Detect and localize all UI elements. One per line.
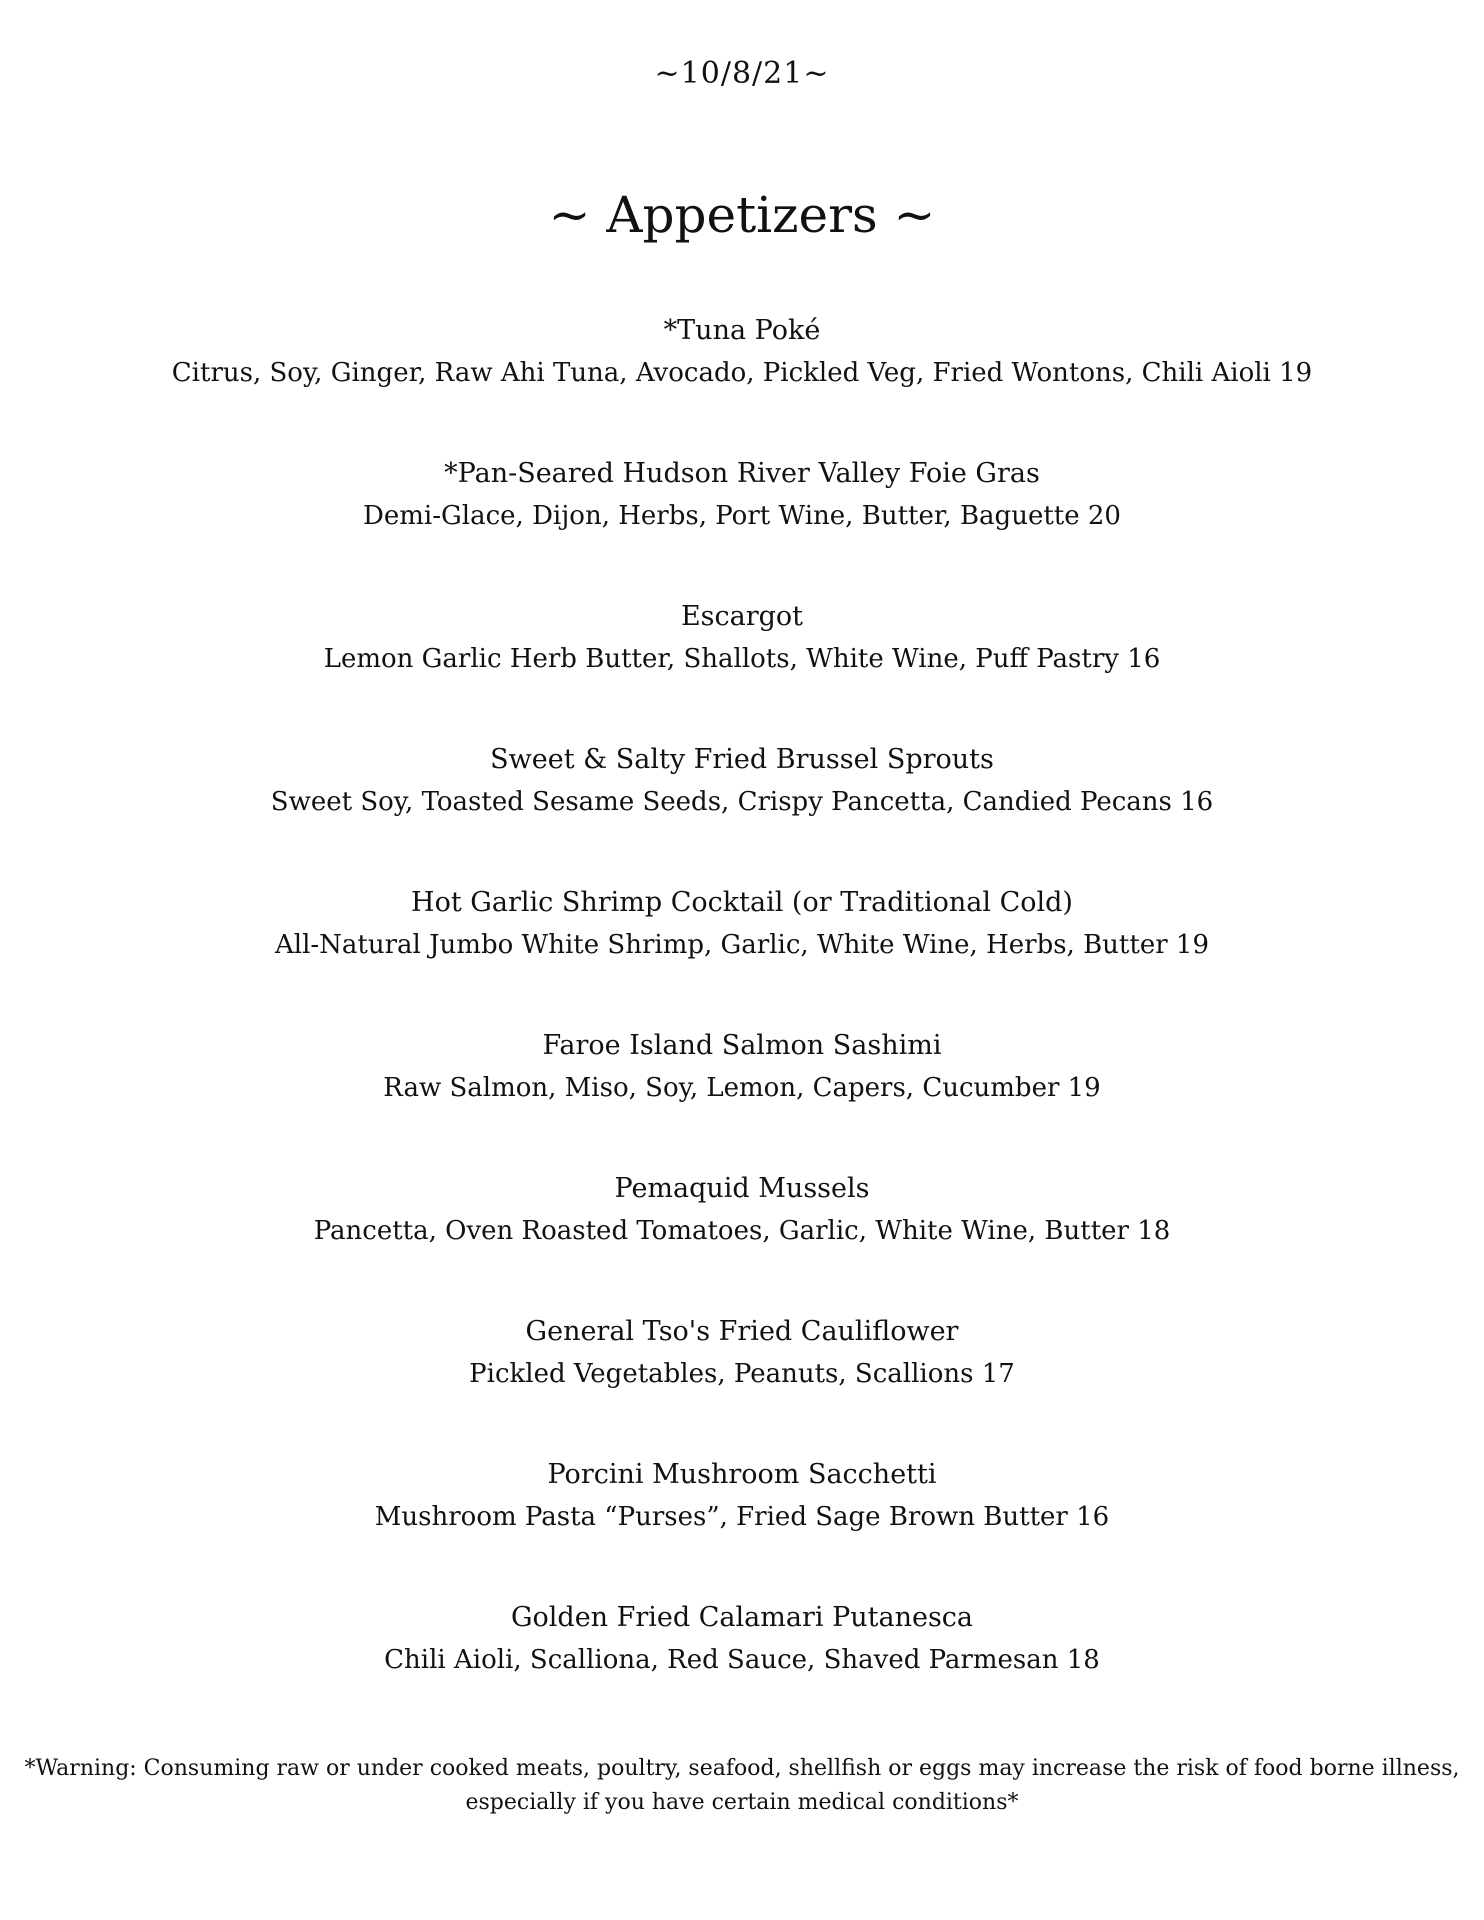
- item-name: Faroe Island Salmon Sashimi: [542, 1030, 942, 1061]
- item-name: *Tuna Poké: [663, 315, 821, 346]
- item-description: Pickled Vegetables, Peanuts, Scallions 17: [469, 1359, 1015, 1389]
- menu-item: [0, 739, 1484, 882]
- section-title: ~ Appetizers ~: [548, 186, 936, 244]
- menu-date: ~10/8/21~: [654, 56, 830, 91]
- item-name: *Pan-Seared Hudson River Valley Foie Gras: [444, 458, 1040, 489]
- item-description: Sweet Soy, Toasted Sesame Seeds, Crispy Pancetta, Candied Pecans 16: [270, 787, 1214, 817]
- health-warning: [20, 1752, 1464, 1820]
- item-description: All-Natural Jumbo White Shrimp, Garlic, White Wine, Herbs, Butter 19: [274, 930, 1209, 960]
- menu-item: [0, 1168, 1484, 1311]
- item-description: Pancetta, Oven Roasted Tomatoes, Garlic, White Wine, Butter 18: [313, 1216, 1171, 1246]
- item-description: Mushroom Pasta “Purses”, Fried Sage Brown Butter 16: [374, 1502, 1110, 1532]
- menu-item: [0, 1025, 1484, 1168]
- item-name: Hot Garlic Shrimp Cocktail (or Traditional Cold): [411, 887, 1073, 918]
- menu-item: [0, 453, 1484, 596]
- item-name: Escargot: [680, 601, 804, 632]
- menu-item: [0, 1454, 1484, 1597]
- menu-item: [0, 882, 1484, 1025]
- item-name: Sweet & Salty Fried Brussel Sprouts: [490, 744, 994, 775]
- item-description: Demi-Glace, Dijon, Herbs, Port Wine, Butter, Baguette 20: [363, 501, 1121, 531]
- menu-item: [0, 596, 1484, 739]
- item-name: Porcini Mushroom Sacchetti: [547, 1459, 937, 1490]
- item-name: Golden Fried Calamari Putanesca: [510, 1602, 974, 1633]
- item-description: Citrus, Soy, Ginger, Raw Ahi Tuna, Avocado, Pickled Veg, Fried Wontons, Chili Aioli 19: [171, 358, 1313, 388]
- menu-item: [0, 1597, 1484, 1740]
- item-name: Pemaquid Mussels: [614, 1173, 870, 1204]
- item-description: Lemon Garlic Herb Butter, Shallots, White Wine, Puff Pastry 16: [323, 644, 1161, 674]
- menu-item: [0, 1311, 1484, 1454]
- item-description: Raw Salmon, Miso, Soy, Lemon, Capers, Cucumber 19: [383, 1073, 1101, 1103]
- appetizer-list: [0, 310, 1484, 1740]
- item-description: Chili Aioli, Scalliona, Red Sauce, Shaved Parmesan 18: [384, 1645, 1100, 1675]
- menu-item: [0, 310, 1484, 453]
- warning-line: *Warning: Consuming raw or under cooked meats, poultry, seafood, shellfish or eggs may increase the risk of food borne illness,: [24, 1756, 1460, 1781]
- warning-line: especially if you have certain medical conditions*: [465, 1790, 1019, 1815]
- item-name: General Tso's Fried Cauliflower: [525, 1316, 959, 1347]
